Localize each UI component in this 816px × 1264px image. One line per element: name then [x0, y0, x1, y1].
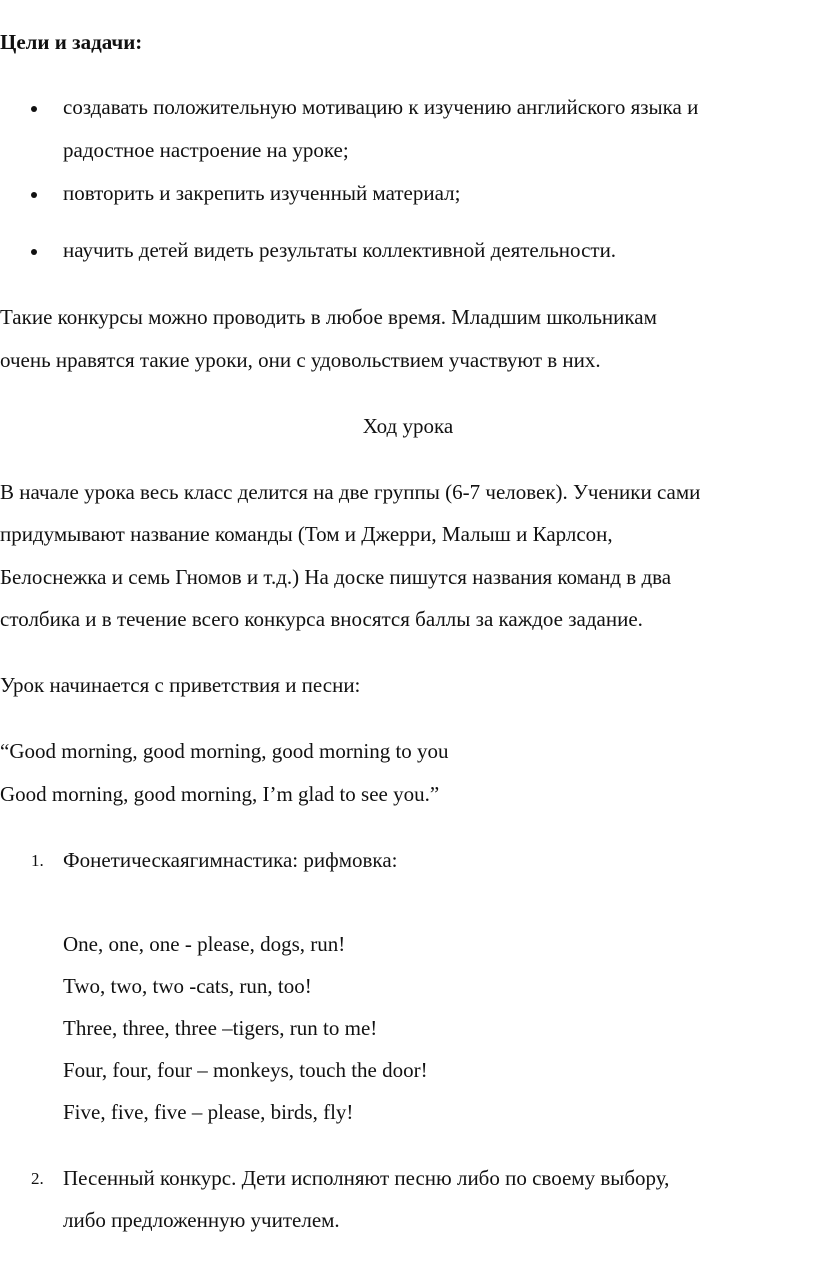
- paragraph-line: столбика и в течение всего конкурса вносятся баллы за каждое задание.: [0, 607, 643, 631]
- step-text-continued: либо предложенную учителем.: [63, 1208, 340, 1232]
- step-number: 2.: [31, 1169, 44, 1188]
- step-number: 1.: [31, 851, 44, 870]
- step-text: Песенный конкурс. Дети исполняют песню либо по своему выбору,: [63, 1166, 670, 1190]
- paragraph-line: В начале урока весь класс делится на две группы (6-7 человек). Ученики сами: [0, 480, 701, 504]
- step-title: Фонетическаягимнастика: рифмовка:: [63, 848, 398, 872]
- rhyme-line: Four, four, four – monkeys, touch the door!: [63, 1058, 428, 1082]
- song-line: “Good morning, good morning, good morning to you: [0, 739, 449, 763]
- rhyme-line: One, one, one - please, dogs, run!: [63, 932, 346, 956]
- greeting-intro: Урок начинается с приветствия и песни:: [0, 673, 361, 697]
- list-item-text: создавать положительную мотивацию к изучению английского языка и: [63, 95, 699, 119]
- bullet-icon: [31, 249, 37, 255]
- rhyme-line: Five, five, five – please, birds, fly!: [63, 1100, 354, 1124]
- bullet-icon: [31, 192, 37, 198]
- rhyme-line: Three, three, three –tigers, run to me!: [63, 1016, 378, 1040]
- list-item-text: повторить и закрепить изученный материал;: [63, 181, 461, 205]
- song-line: Good morning, good morning, I’m glad to see you.”: [0, 782, 440, 806]
- bullet-icon: [31, 106, 37, 112]
- paragraph-line: Белоснежка и семь Гномов и т.д.) На доске пишутся названия команд в два: [0, 565, 672, 589]
- paragraph-line: очень нравятся такие уроки, они с удовольствием участвуют в них.: [0, 348, 601, 372]
- goals-title: Цели и задачи:: [0, 30, 143, 54]
- paragraph-line: придумывают название команды (Том и Джерри, Малыш и Карлсон,: [0, 522, 613, 546]
- paragraph-line: Такие конкурсы можно проводить в любое время. Младшим школьникам: [0, 305, 657, 329]
- list-item-text: научить детей видеть результаты коллективной деятельности.: [63, 238, 617, 262]
- list-item-text-continued: радостное настроение на уроке;: [63, 138, 349, 162]
- rhyme-line: Two, two, two -cats, run, too!: [63, 974, 312, 998]
- lesson-title: Ход урока: [362, 414, 454, 438]
